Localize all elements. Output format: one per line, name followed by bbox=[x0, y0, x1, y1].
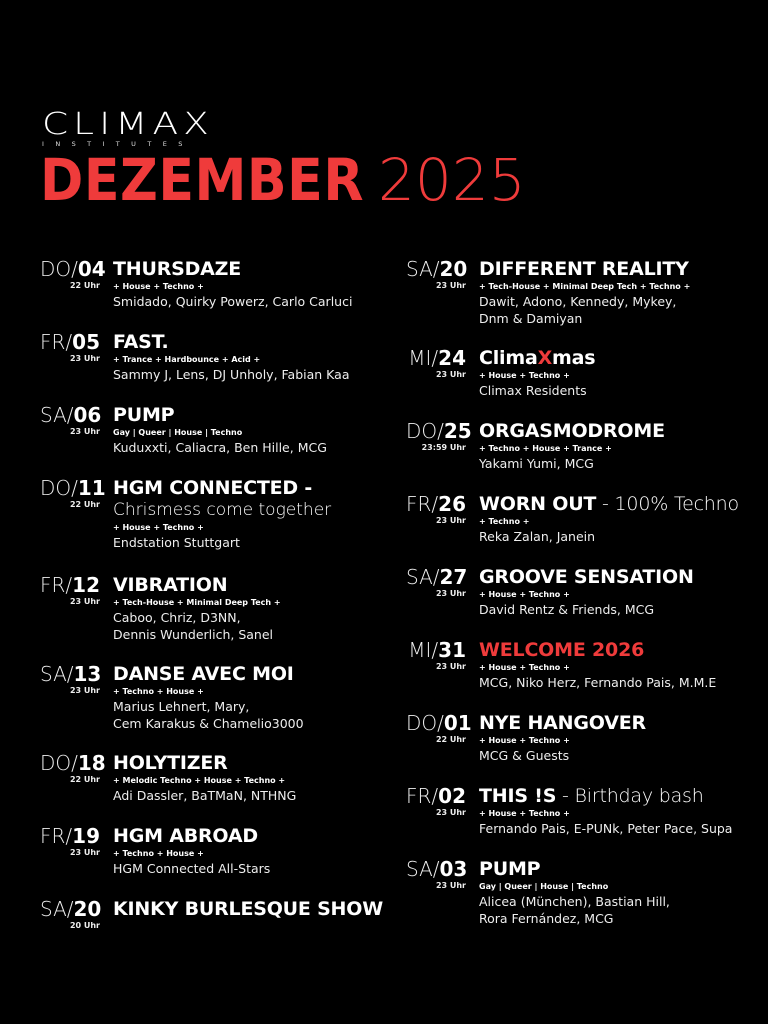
climax-logo bbox=[42, 107, 228, 148]
event-genre: + Tech-House + Minimal Deep Tech + bbox=[113, 598, 281, 607]
event-time: 23 Uhr bbox=[435, 662, 466, 671]
event-name: ClimaXmas bbox=[479, 347, 596, 369]
event-genre: Gay | Queer | House | Techno bbox=[113, 428, 243, 437]
event-name: HGM ABROAD bbox=[113, 825, 258, 847]
event-date: SA/20 bbox=[40, 897, 102, 921]
event-time: 20 Uhr bbox=[69, 921, 100, 930]
event-date: FR/02 bbox=[406, 784, 466, 808]
event-date: FR/19 bbox=[40, 824, 100, 848]
event-name: WORN OUT - 100% Techno bbox=[479, 493, 739, 515]
event-name: KINKY BURLESQUE SHOW bbox=[113, 898, 383, 920]
event-time: 23 Uhr bbox=[435, 808, 466, 817]
title-year: 2025 bbox=[378, 146, 526, 214]
event-artists: MCG & Guests bbox=[479, 748, 570, 763]
event-name: PUMP bbox=[113, 404, 175, 426]
event-time: 23 Uhr bbox=[435, 516, 466, 525]
event-time: 23 Uhr bbox=[435, 881, 466, 890]
event-artists: Dawit, Adono, Kennedy, Mykey, bbox=[479, 294, 677, 309]
event-subtitle: Chrismess come together bbox=[113, 500, 332, 520]
event-time: 23 Uhr bbox=[69, 427, 100, 436]
event-time: 22 Uhr bbox=[69, 500, 100, 509]
event-name: GROOVE SENSATION bbox=[479, 566, 694, 588]
event-artists: Marius Lehnert, Mary, bbox=[113, 699, 250, 714]
event-date: SA/06 bbox=[40, 403, 102, 427]
event-genre: + House + Techno + bbox=[479, 663, 570, 672]
event-artists: Smidado, Quirky Powerz, Carlo Carluci bbox=[113, 294, 353, 309]
logo-subtitle: INSTITUTES bbox=[42, 140, 194, 148]
event-artists: Fernando Pais, E-PUNk, Peter Pace, Supa bbox=[479, 821, 733, 836]
event-date: DO/18 bbox=[40, 751, 106, 775]
event-artists: Climax Residents bbox=[479, 383, 587, 398]
event-genre: + House + Techno + bbox=[113, 282, 204, 291]
event-genre: + House + Techno + bbox=[479, 590, 570, 599]
event-name: THURSDAZE bbox=[113, 258, 242, 280]
event-date: SA/03 bbox=[406, 857, 468, 881]
event-genre: + House + Techno + bbox=[479, 371, 570, 380]
event-artists: Reka Zalan, Janein bbox=[479, 529, 596, 544]
event-time: 22 Uhr bbox=[69, 775, 100, 784]
event-time: 23 Uhr bbox=[435, 281, 466, 290]
event-date: MI/31 bbox=[408, 638, 466, 662]
event-time: 23 Uhr bbox=[69, 354, 100, 363]
event-artists: David Rentz & Friends, MCG bbox=[479, 602, 655, 617]
event-artists: MCG, Niko Herz, Fernando Pais, M.M.E bbox=[479, 675, 717, 690]
event-date: DO/01 bbox=[406, 711, 472, 735]
event-date: SA/20 bbox=[406, 257, 468, 281]
event-artists: Endstation Stuttgart bbox=[113, 535, 240, 550]
event-artists: Rora Fernández, MCG bbox=[479, 911, 614, 926]
logo-word: CLIMAX bbox=[42, 107, 214, 142]
event-name: THIS !S - Birthday bash bbox=[479, 785, 704, 807]
event-artists: Adi Dassler, BaTMaN, NTHNG bbox=[113, 788, 297, 803]
event-time: 23 Uhr bbox=[435, 589, 466, 598]
event-genre: + Tech-House + Minimal Deep Tech + Techno + bbox=[479, 282, 691, 291]
event-genre: + Melodic Techno + House + Techno + bbox=[113, 776, 286, 785]
event-genre: + House + Techno + bbox=[479, 809, 570, 818]
event-time: 23 Uhr bbox=[69, 597, 100, 606]
event-artists: HGM Connected All-Stars bbox=[113, 861, 271, 876]
event-artists: Yakami Yumi, MCG bbox=[479, 456, 594, 471]
event-artists: Dnm & Damiyan bbox=[479, 311, 583, 326]
event-time: 23:59 Uhr bbox=[421, 443, 466, 452]
event-genre: + Techno + bbox=[479, 517, 530, 526]
event-genre: + Techno + House + bbox=[113, 687, 204, 696]
event-time: 23 Uhr bbox=[435, 370, 466, 379]
event-artists: Sammy J, Lens, DJ Unholy, Fabian Kaa bbox=[113, 367, 350, 382]
event-date: FR/26 bbox=[406, 492, 466, 516]
event-date: DO/25 bbox=[406, 419, 472, 443]
event-time: 23 Uhr bbox=[69, 686, 100, 695]
event-genre: + Techno + House + bbox=[113, 849, 204, 858]
event-name: WELCOME 2026 bbox=[479, 639, 645, 661]
event-artists: Cem Karakus & Chamelio3000 bbox=[113, 716, 304, 731]
event-name: HGM CONNECTED - bbox=[113, 477, 313, 499]
event-genre: + Trance + Hardbounce + Acid + bbox=[113, 355, 261, 364]
event-date: FR/12 bbox=[40, 573, 100, 597]
event-name: PUMP bbox=[479, 858, 541, 880]
title-month: DEZEMBER bbox=[40, 146, 365, 214]
event-artists: Kuduxxti, Caliacra, Ben Hille, MCG bbox=[113, 440, 327, 455]
event-time: 23 Uhr bbox=[69, 848, 100, 857]
event-genre: + Techno + House + Trance + bbox=[479, 444, 612, 453]
event-name: FAST. bbox=[113, 331, 169, 353]
event-date: FR/05 bbox=[40, 330, 100, 354]
page-title bbox=[40, 148, 526, 212]
event-artists: Caboo, Chriz, D3NN, bbox=[113, 610, 241, 625]
event-genre: + House + Techno + bbox=[479, 736, 570, 745]
event-genre: + House + Techno + bbox=[113, 523, 204, 532]
event-date: SA/27 bbox=[406, 565, 468, 589]
event-name: DANSE AVEC MOI bbox=[113, 663, 294, 685]
event-name: DIFFERENT REALITY bbox=[479, 258, 689, 280]
event-genre: Gay | Queer | House | Techno bbox=[479, 882, 609, 891]
event-name: VIBRATION bbox=[113, 574, 228, 596]
event-name: NYE HANGOVER bbox=[479, 712, 646, 734]
event-artists: Alicea (München), Bastian Hill, bbox=[479, 894, 670, 909]
event-date: DO/04 bbox=[40, 257, 106, 281]
event-time: 22 Uhr bbox=[435, 735, 466, 744]
event-date: SA/13 bbox=[40, 662, 102, 686]
event-date: MI/24 bbox=[408, 346, 466, 370]
event-name: HOLYTIZER bbox=[113, 752, 228, 774]
event-artists: Dennis Wunderlich, Sanel bbox=[113, 627, 274, 642]
event-name: ORGASMODROME bbox=[479, 420, 665, 442]
event-time: 22 Uhr bbox=[69, 281, 100, 290]
event-date: DO/11 bbox=[40, 476, 106, 500]
